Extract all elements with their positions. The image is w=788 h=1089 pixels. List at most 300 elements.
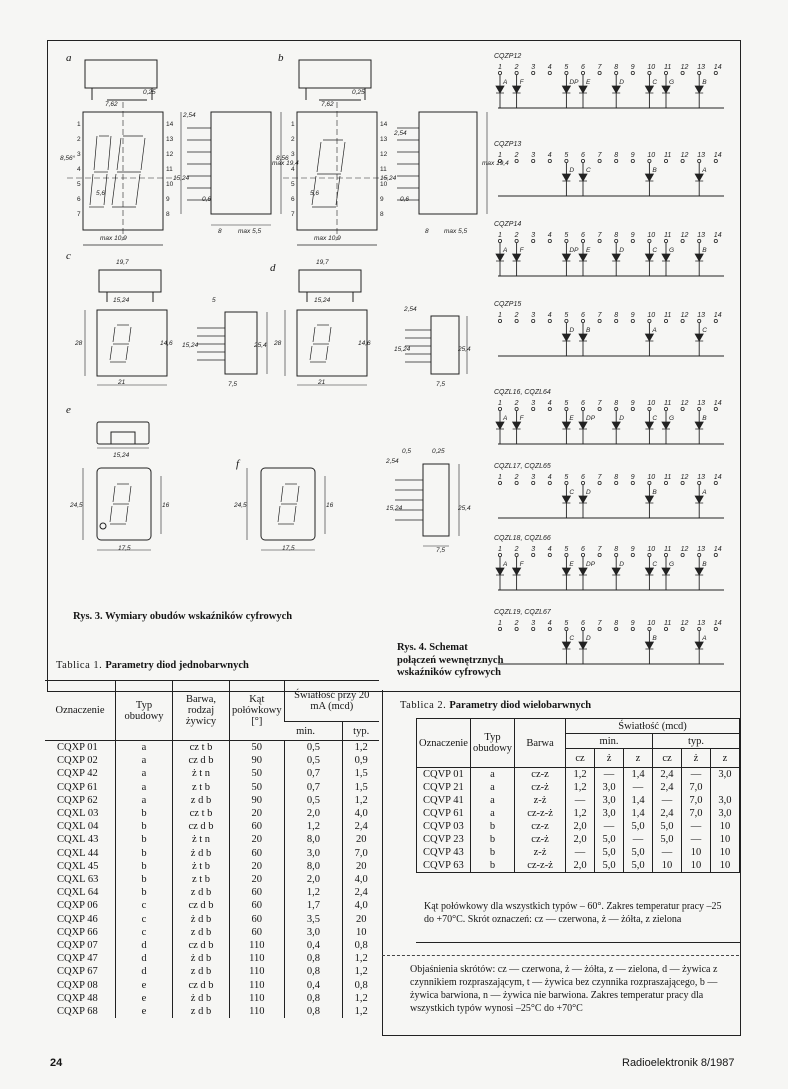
table-cell: 0,9 (343, 754, 379, 767)
table-cell: cz-z (515, 820, 566, 833)
pin-number: 10 (647, 474, 656, 481)
dim-d-197: 19,7 (316, 259, 329, 266)
figure4-caption (397, 642, 503, 680)
segment-label: E (569, 561, 574, 568)
table-cell: CQXP 66 (57, 926, 98, 938)
dim-a-55: max 5,5 (238, 228, 262, 235)
table-cell: z t b (173, 781, 230, 794)
pin-terminal (498, 553, 501, 556)
pin-terminal (598, 319, 601, 322)
t2-head-type: Typ obudowy (470, 719, 514, 768)
table-cell: 4,0 (343, 807, 379, 820)
table-row (45, 754, 379, 767)
pin-terminal (565, 159, 568, 162)
segment-label: E (586, 247, 591, 254)
led-diode-symbol (645, 174, 653, 181)
svg-text:14: 14 (380, 121, 388, 128)
dim-b-56: 5,6 (310, 190, 320, 197)
table-cell: ż t n (173, 767, 230, 780)
table-cell: 10 (710, 859, 739, 873)
pin-number: 10 (647, 232, 656, 239)
table-cell: 1,2 (343, 1005, 379, 1018)
table-cell: — (681, 833, 710, 846)
dim-a-8: 8 (218, 228, 222, 235)
pin-number: 4 (547, 400, 552, 407)
pin-terminal (681, 627, 684, 630)
table-cell: 3,0 (595, 781, 624, 794)
figure4-caption-line3: wskaźników cyfrowych (397, 667, 501, 678)
pin-number: 8 (614, 232, 619, 239)
pin-number: 4 (547, 312, 552, 319)
table-cell: cz d b (173, 754, 230, 767)
svg-text:13: 13 (380, 136, 388, 143)
dim-c-197: 19,7 (116, 259, 129, 266)
table-cell: 5,0 (595, 833, 624, 846)
table-cell: CQXP 67 (57, 966, 98, 978)
led-diode-symbol (612, 422, 620, 429)
table2-title-text: Parametry diod wielobarwnych (449, 700, 592, 711)
pin-number: 5 (564, 64, 569, 71)
pin-number: 4 (547, 474, 552, 481)
led-diode-symbol (496, 254, 504, 261)
table-cell: CQXL 44 (57, 847, 99, 859)
svg-text:4: 4 (77, 166, 81, 173)
pin-terminal (698, 159, 701, 162)
pin-terminal (615, 71, 618, 74)
pin-number: 1 (498, 620, 502, 627)
dim-b-pitch: 7,62 (321, 101, 334, 108)
table-cell: 1,2 (343, 992, 379, 1005)
svg-text:12: 12 (166, 151, 174, 158)
pin-terminal (565, 553, 568, 556)
dim-a-width: max 10,9 (100, 235, 127, 242)
table-cell: z d b (173, 926, 230, 939)
figure3-caption: Rys. 3. Wymiary obudów wskaźników cyfrowych (73, 611, 293, 622)
table-cell: CQVP 03 (417, 820, 471, 833)
pin-number: 2 (514, 312, 519, 319)
pin-terminal (664, 319, 667, 322)
table-cell: — (653, 846, 682, 859)
segment-label: B (586, 327, 591, 334)
table-cell: 0,8 (284, 952, 343, 965)
segment-label: B (702, 561, 707, 568)
pin-terminal (698, 319, 701, 322)
schematic-name: CQZP13 (494, 141, 522, 148)
pin-terminal (681, 407, 684, 410)
dim-f-025: 0,25 (432, 448, 445, 455)
table-cell: 10 (681, 859, 710, 873)
pin-number: 1 (498, 312, 502, 319)
table-cell: 20 (343, 833, 379, 846)
pin-terminal (664, 71, 667, 74)
pin-terminal (581, 407, 584, 410)
pin-terminal (664, 239, 667, 242)
pin-terminal (498, 319, 501, 322)
table-cell: 2,0 (566, 820, 595, 833)
pin-terminal (498, 239, 501, 242)
pin-number: 14 (713, 232, 722, 239)
table-cell: 3,0 (710, 807, 739, 820)
pin-terminal (548, 319, 551, 322)
led-diode-symbol (695, 174, 703, 181)
table-cell: 2,4 (653, 768, 682, 782)
led-diode-symbol (695, 422, 703, 429)
table-cell: a (470, 807, 514, 820)
pin-number: 13 (697, 312, 705, 319)
table-cell: d (116, 939, 173, 952)
pin-terminal (565, 481, 568, 484)
dim-f-1524: 15,24 (386, 505, 403, 512)
pin-terminal (598, 553, 601, 556)
svg-text:5: 5 (77, 181, 81, 188)
table-cell: z d b (173, 965, 230, 978)
table-cell: 20 (343, 860, 379, 873)
schematic-name: CQZL17, CQZL65 (494, 463, 551, 470)
table-row (45, 899, 379, 912)
pin-number: 2 (514, 232, 519, 239)
led-diode-symbol (662, 422, 670, 429)
dim-a-height: max 19,4 (272, 160, 299, 167)
dim-d-1524: 15,24 (314, 297, 331, 304)
dim-b-254: 2,54 (394, 130, 407, 137)
led-diode-symbol (496, 568, 504, 575)
pin-terminal (515, 159, 518, 162)
svg-text:2: 2 (291, 136, 295, 143)
led-diode-symbol (579, 174, 587, 181)
led-diode-symbol (612, 568, 620, 575)
led-diode-symbol (645, 422, 653, 429)
table-row (417, 794, 740, 807)
section-divider (382, 955, 739, 956)
pin-terminal (681, 553, 684, 556)
pin-number: 14 (713, 400, 722, 407)
table1-title-prefix: Tablica 1. (56, 660, 103, 671)
table-cell: CQVP 01 (417, 768, 471, 782)
pin-terminal (714, 159, 717, 162)
led-diode-symbol (645, 86, 653, 93)
pin-number: 9 (630, 312, 635, 319)
svg-text:9: 9 (166, 196, 170, 203)
table-cell: b (116, 873, 173, 886)
dim-c-146: 14,6 (160, 340, 173, 347)
table-cell: CQXL 64 (57, 887, 99, 899)
pin-number: 3 (531, 152, 536, 159)
panel-label-d: d (270, 262, 276, 274)
table-cell: CQVP 63 (417, 859, 471, 873)
pin-number: 14 (713, 64, 722, 71)
table-cell: CQXP 48 (57, 992, 98, 1004)
table-cell: CQXP 62 (57, 794, 98, 806)
segment-label: D (569, 327, 575, 334)
pin-terminal (598, 627, 601, 630)
pin-number: 6 (581, 64, 585, 71)
table-cell: ż d b (173, 847, 230, 860)
pin-terminal (631, 159, 634, 162)
svg-text:12: 12 (380, 151, 388, 158)
svg-text:5: 5 (291, 181, 295, 188)
dim-e-245: 24,5 (70, 502, 83, 509)
segment-label: B (652, 489, 657, 496)
pin-number: 9 (630, 546, 635, 553)
segment-label: B (652, 635, 657, 642)
panel-label-c: c (66, 250, 71, 262)
dim-c-75: 7,5 (228, 381, 238, 388)
pin-terminal (681, 71, 684, 74)
table-row (417, 768, 740, 782)
table-row (417, 820, 740, 833)
table-cell: cz t b (173, 807, 230, 820)
t2-sub-z1-typ: ż (681, 749, 710, 768)
dim-f-175: 17,5 (282, 545, 295, 552)
pin-terminal (714, 481, 717, 484)
table-row (45, 886, 379, 899)
led-diode-symbol (695, 334, 703, 341)
table-cell: 7,0 (681, 794, 710, 807)
pin-number: 2 (514, 152, 519, 159)
segment-label: D (586, 635, 591, 642)
led-diode-symbol (513, 422, 521, 429)
table-cell: 1,2 (284, 886, 343, 899)
table-cell: 110 (230, 952, 285, 965)
table-cell: — (681, 820, 710, 833)
table-cell: 0,7 (284, 767, 343, 780)
dim-f-254: 2,54 (386, 458, 399, 465)
t2-sub-z-typ: z (710, 749, 739, 768)
led-diode-symbol (645, 254, 653, 261)
pin-terminal (631, 71, 634, 74)
t1-head-angle: Kąt połówkowy [°] (230, 681, 285, 741)
pin-number: 12 (680, 152, 689, 159)
table-cell: 0,7 (284, 781, 343, 794)
pin-terminal (498, 159, 501, 162)
led-diode-symbol (513, 254, 521, 261)
svg-text:8: 8 (166, 211, 170, 218)
led-diode-symbol (612, 86, 620, 93)
t1-head-color: Barwa, rodzaj żywicy (173, 681, 230, 741)
pin-terminal (681, 159, 684, 162)
pin-terminal (648, 481, 651, 484)
pin-number: 5 (564, 312, 569, 319)
table-cell: 1,2 (343, 794, 379, 807)
table2 (416, 718, 740, 873)
pin-terminal (664, 627, 667, 630)
segment-label: F (519, 415, 524, 422)
pin-number: 12 (680, 232, 689, 239)
pin-number: 5 (564, 152, 569, 159)
segment-label: G (669, 415, 675, 422)
segment-label: B (702, 247, 707, 254)
table-cell: 2,4 (343, 886, 379, 899)
table-cell: 5,0 (653, 820, 682, 833)
table-cell: b (116, 860, 173, 873)
table-cell: b (470, 859, 514, 873)
dim-b-height: max 19,4 (482, 160, 509, 167)
pin-number: 6 (581, 152, 585, 159)
table-cell: CQXP 08 (57, 979, 98, 991)
dim-d-21: 21 (318, 379, 326, 386)
pin-terminal (681, 481, 684, 484)
pin-terminal (581, 481, 584, 484)
table-cell: 90 (230, 754, 285, 767)
dim-d-254b: 25,4 (458, 346, 471, 353)
table-cell: 1,2 (343, 952, 379, 965)
pin-terminal (714, 553, 717, 556)
dim-a-254: 2,54 (183, 112, 196, 119)
dim-c-254: 25,4 (254, 342, 267, 349)
pin-terminal (581, 319, 584, 322)
table-cell: CQVP 21 (417, 781, 471, 794)
table-cell: a (116, 741, 173, 755)
led-diode-symbol (496, 86, 504, 93)
table-cell: b (116, 820, 173, 833)
pin-number: 13 (697, 152, 705, 159)
segment-label: A (503, 79, 508, 86)
segment-label: A (702, 489, 707, 496)
dim-f-05: 0,5 (402, 448, 412, 455)
table-cell: 1,2 (566, 807, 595, 820)
t2-sub-cz-typ: cz (653, 749, 682, 768)
pin-number: 8 (614, 400, 619, 407)
figure4-caption-line1: Rys. 4. Schemat (397, 642, 468, 653)
table2-note: Kąt połówkowy dla wszystkich typów – 60°. Zakres temperatur pracy –25 do +70°C. Skrót oznaczeń: cz — czerwona, ż — żółta, z zielona (424, 901, 722, 925)
table-cell: 110 (230, 992, 285, 1005)
pin-terminal (714, 627, 717, 630)
table-cell: CQXP 02 (57, 755, 98, 767)
pin-terminal (565, 239, 568, 242)
svg-text:11: 11 (166, 166, 173, 173)
t2-head-typ: typ. (653, 734, 740, 749)
pin-number: 10 (647, 64, 656, 71)
table-cell: 1,5 (343, 781, 379, 794)
dim-c-28: 28 (75, 340, 83, 347)
table-row (45, 807, 379, 820)
page-number: 24 (50, 1057, 63, 1069)
table-cell: 1,4 (624, 768, 653, 782)
pin-number: 11 (664, 152, 672, 159)
dim-a-1524: 15,24 (173, 175, 190, 182)
pin-number: 3 (531, 232, 536, 239)
schematic-name: CQZP15 (494, 301, 522, 308)
figure4-schematics (490, 48, 736, 678)
pin-number: 2 (514, 400, 519, 407)
pin-terminal (515, 553, 518, 556)
led-diode-symbol (562, 568, 570, 575)
pin-number: 7 (597, 400, 602, 407)
table-cell: 20 (230, 873, 285, 886)
table-cell: CQXL 45 (57, 860, 99, 872)
table-cell: a (116, 754, 173, 767)
table-cell: CQXL 04 (57, 821, 99, 833)
led-diode-symbol (695, 254, 703, 261)
table-cell: cz-ż (515, 781, 566, 794)
pin-number: 9 (630, 64, 635, 71)
table-cell: 1,2 (566, 781, 595, 794)
table-cell: ż d b (173, 952, 230, 965)
dim-d-254: 2,54 (404, 306, 417, 313)
table-row (417, 859, 740, 873)
pin-number: 12 (680, 312, 689, 319)
pin-number: 14 (713, 474, 722, 481)
pin-terminal (581, 553, 584, 556)
dim-c-5: 5 (212, 297, 216, 304)
segment-label: D (619, 415, 624, 422)
pin-number: 1 (498, 400, 502, 407)
table-cell: z d b (173, 794, 230, 807)
table-cell: 3,0 (284, 926, 343, 939)
t2-head-designation: Oznaczenie (417, 719, 471, 768)
segment-label: E (586, 79, 591, 86)
table-row (45, 913, 379, 926)
pin-terminal (565, 407, 568, 410)
led-diode-symbol (645, 496, 653, 503)
dim-d-1524b: 15,24 (394, 346, 411, 353)
table-cell: ż t b (173, 860, 230, 873)
table-cell: b (116, 833, 173, 846)
segment-label: DP (586, 561, 596, 568)
pin-number: 14 (713, 620, 722, 627)
t1-head-lum: Światłość przy 20 mA (mcd) (284, 681, 379, 722)
dim-b-width: max 10,9 (314, 235, 341, 242)
svg-text:1: 1 (77, 121, 81, 128)
table-cell: 1,2 (343, 741, 379, 755)
segment-label: D (569, 167, 575, 174)
pin-number: 5 (564, 400, 569, 407)
segment-label: G (669, 561, 675, 568)
dim-b-8: 8 (425, 228, 429, 235)
pin-number: 2 (514, 474, 519, 481)
pin-terminal (598, 239, 601, 242)
pin-terminal (631, 481, 634, 484)
table-cell: 8,0 (284, 833, 343, 846)
segment-label: DP (586, 415, 596, 422)
table-cell: 8,0 (284, 860, 343, 873)
pin-terminal (548, 481, 551, 484)
table1-body (45, 741, 379, 1019)
table-cell: 2,4 (653, 807, 682, 820)
dim-d-75: 7,5 (436, 381, 446, 388)
table-cell: 3,0 (284, 847, 343, 860)
pin-number: 9 (630, 474, 635, 481)
pin-number: 11 (664, 620, 672, 627)
pin-terminal (498, 71, 501, 74)
table-row (45, 873, 379, 886)
pin-number: 1 (498, 64, 502, 71)
pin-number: 7 (597, 64, 602, 71)
pin-terminal (532, 319, 535, 322)
table-row (45, 767, 379, 780)
pin-number: 2 (514, 64, 519, 71)
t2-sub-cz-min: cz (566, 749, 595, 768)
pin-number: 12 (680, 546, 689, 553)
table-cell: 0,8 (343, 979, 379, 992)
pin-number: 5 (564, 546, 569, 553)
pin-number: 11 (664, 400, 672, 407)
dim-b-025: 0,25 (352, 89, 365, 96)
pin-number: 2 (514, 546, 519, 553)
table-cell: ż d b (173, 913, 230, 926)
t1-head-type: Typ obudowy (116, 681, 173, 741)
pin-number: 6 (581, 620, 585, 627)
pin-terminal (598, 481, 601, 484)
pin-number: 1 (498, 474, 502, 481)
led-diode-symbol (662, 86, 670, 93)
pin-number: 8 (614, 474, 619, 481)
table1-title-text: Parametry diod jednobarwnych (105, 660, 249, 671)
figure4-caption-line2: połączeń wewnętrznych (397, 654, 504, 666)
pin-terminal (515, 407, 518, 410)
table-cell: e (116, 979, 173, 992)
table-cell: ż d b (173, 992, 230, 1005)
